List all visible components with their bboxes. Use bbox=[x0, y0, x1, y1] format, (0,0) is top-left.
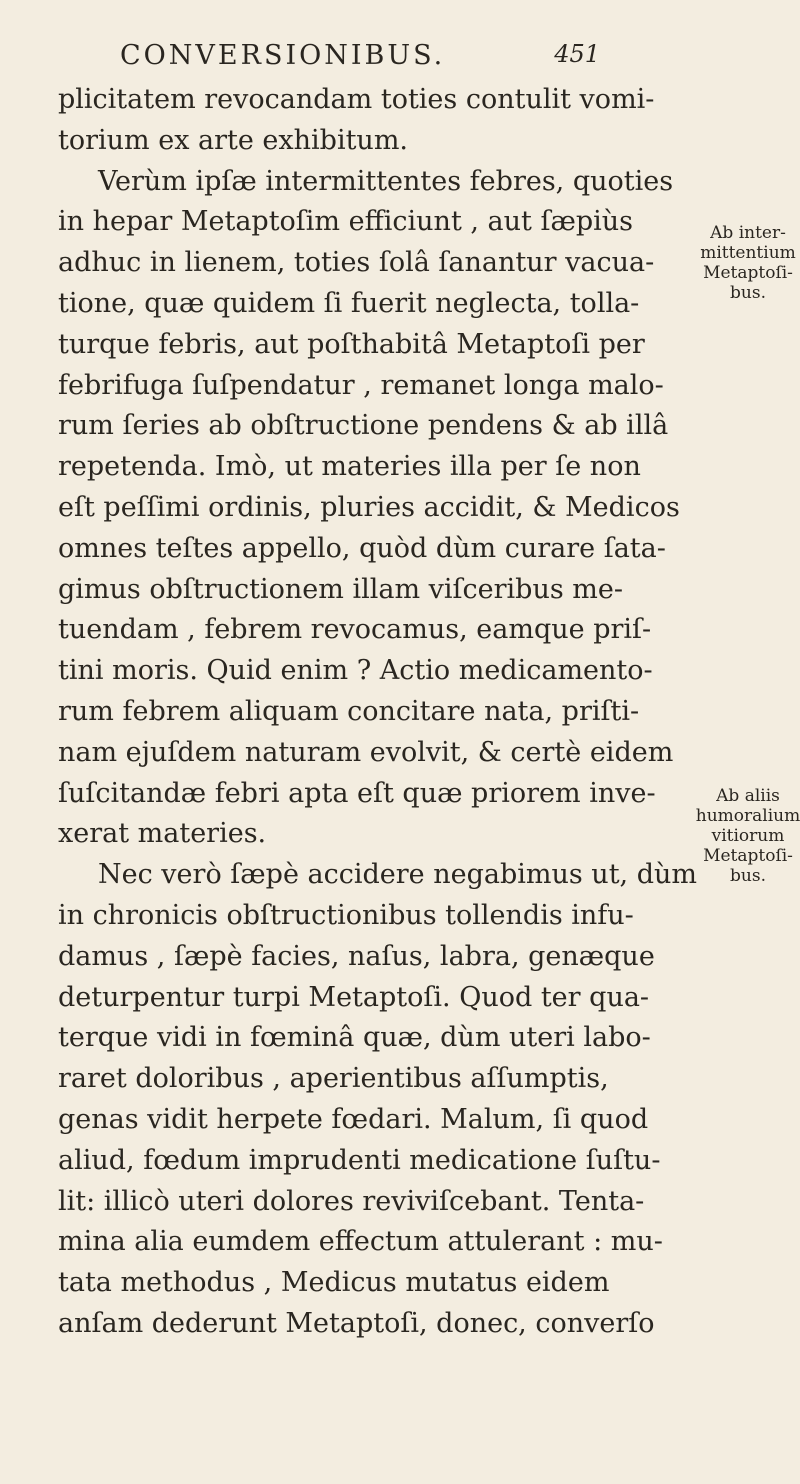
margin-note-line: Ab inter- bbox=[710, 223, 786, 243]
text-line: mina alia eumdem effectum attulerant : mu- bbox=[58, 1226, 663, 1258]
text-line: rum febrem aliquam concitare nata, priſti- bbox=[58, 695, 640, 727]
margin-note-line: bus. bbox=[730, 866, 766, 886]
text-line: in hepar Metaptoſim efficiunt , aut ſæpiùs bbox=[58, 206, 634, 238]
text-line: raret doloribus , aperientibus aſſumptis, bbox=[58, 1063, 609, 1095]
text-line: febrifuga ſuſpendatur , remanet longa malo- bbox=[58, 369, 664, 401]
text-line: tuendam , febrem revocamus, eamque priſ- bbox=[58, 614, 652, 646]
text-line: genas vidit herpete fœdari. Malum, ſi quod bbox=[58, 1103, 649, 1135]
text-line: damus , ſæpè facies, naſus, labra, genæque bbox=[58, 940, 655, 972]
text-line: ſuſcitandæ febri apta eſt quæ priorem inve- bbox=[58, 777, 656, 809]
text-line: rum ſeries ab obſtructione pendens & ab illâ bbox=[58, 410, 669, 442]
text-line: torium ex arte exhibitum. bbox=[58, 124, 408, 156]
text-line: terque vidi in fœminâ quæ, dùm uteri labo- bbox=[58, 1022, 651, 1054]
text-line: eſt peſſimi ordinis, pluries accidit, & Medicos bbox=[58, 491, 680, 523]
margin-note-line: mittentium bbox=[700, 243, 796, 263]
text-line: tata methodus , Medicus mutatus eidem bbox=[58, 1267, 610, 1299]
text-line: turque febris, aut poſthabitâ Metaptoſi per bbox=[58, 328, 645, 360]
margin-note-line: Metaptoſi- bbox=[703, 263, 793, 283]
margin-note-intermittent bbox=[688, 223, 800, 303]
text-line: omnes teſtes appello, quòd dùm curare ſata- bbox=[58, 532, 666, 564]
running-header bbox=[120, 40, 600, 71]
text-line: xerat materies. bbox=[58, 818, 267, 850]
page-number: 451 bbox=[554, 40, 600, 68]
text-line: tini moris. Quid enim ? Actio medicamento- bbox=[58, 655, 653, 687]
margin-note-line: Ab aliis bbox=[716, 786, 780, 806]
margin-note-line: humoralium bbox=[695, 806, 800, 826]
text-line: anſam dederunt Metaptoſi, donec, converſo bbox=[58, 1307, 655, 1339]
running-title: CONVERSIONIBUS. bbox=[120, 40, 446, 71]
text-line: adhuc in lienem, toties ſolâ ſanantur vacua- bbox=[58, 247, 655, 279]
main-text-block bbox=[58, 80, 697, 1345]
text-line: nam ejuſdem naturam evolvit, & certè eidem bbox=[58, 736, 674, 768]
text-line: tione, quæ quidem ſi fuerit neglecta, tolla- bbox=[58, 287, 640, 319]
text-line: aliud, fœdum imprudenti medicatione ſuſtu- bbox=[58, 1144, 661, 1176]
margin-note-line: vitiorum bbox=[711, 826, 785, 846]
text-line: gimus obſtructionem illam viſceribus me- bbox=[58, 573, 623, 605]
text-line: deturpentur turpi Metaptoſi. Quod ter qua- bbox=[58, 981, 650, 1013]
text-line: in chronicis obſtructionibus tollendis infu- bbox=[58, 899, 634, 931]
text-line: Nec verò ſæpè accidere negabimus ut, dùm bbox=[98, 859, 697, 891]
text-line: Verùm ipſæ intermittentes febres, quoties bbox=[98, 165, 674, 197]
margin-note-line: Metaptoſi- bbox=[703, 846, 793, 866]
margin-note-humoral bbox=[688, 786, 800, 886]
text-line: plicitatem revocandam toties contulit vomi- bbox=[58, 84, 655, 115]
text-line: lit: illicò uteri dolores reviviſcebant. Tenta- bbox=[58, 1185, 645, 1217]
margin-note-line: bus. bbox=[730, 283, 766, 303]
text-line: repetenda. Imò, ut materies illa per ſe non bbox=[58, 451, 641, 483]
